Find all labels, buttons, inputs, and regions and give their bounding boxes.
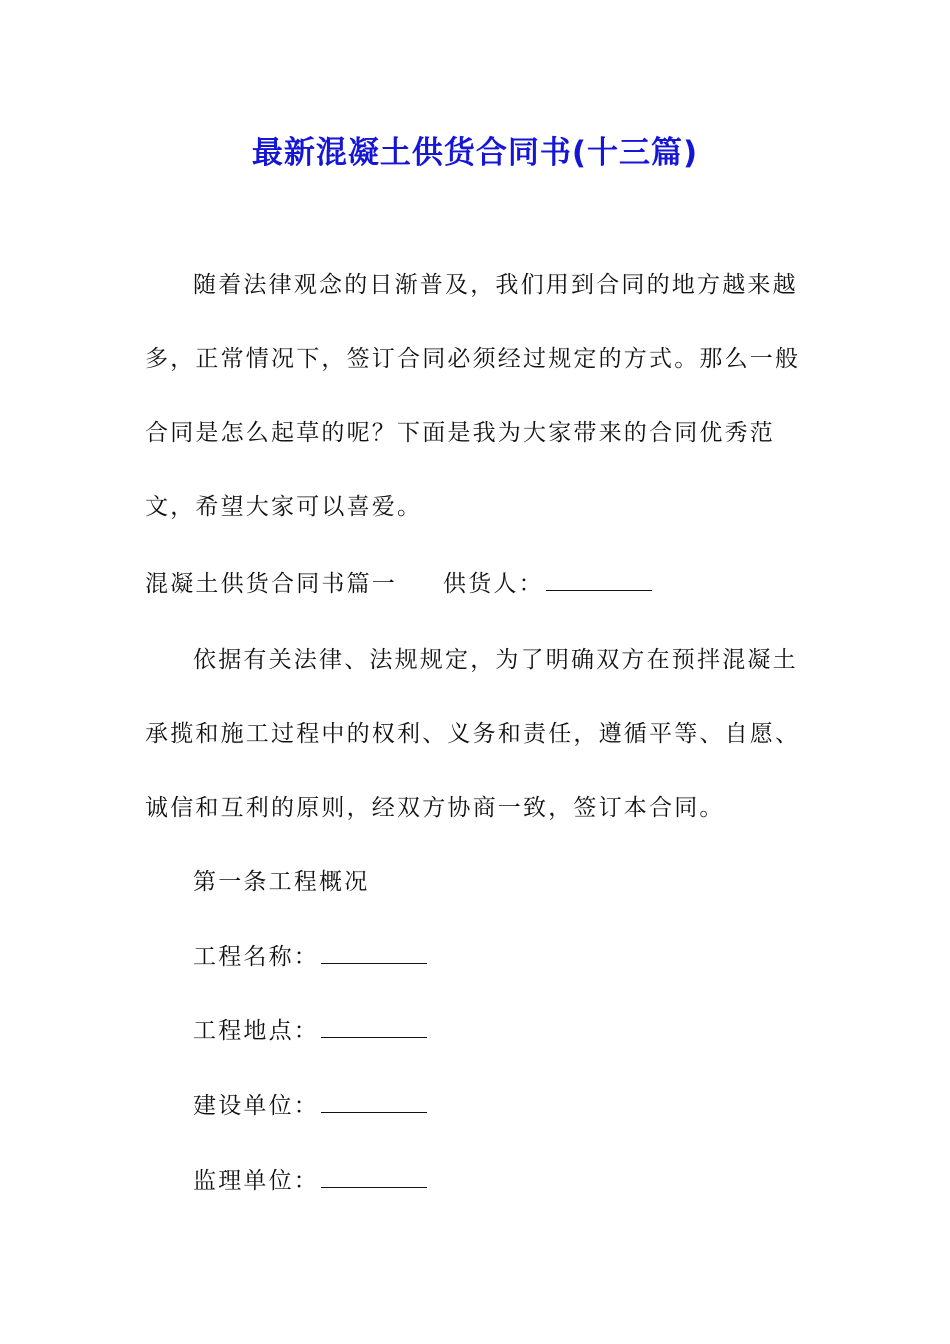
- document-title: 最新混凝土供货合同书(十三篇): [251, 135, 699, 171]
- section-heading: 混凝土供货合同书篇一: [145, 571, 397, 597]
- field-construction-unit: [193, 1088, 427, 1124]
- field-blank: [321, 1017, 427, 1038]
- field-project-name: [193, 939, 427, 975]
- supplier-label: 供货人：: [443, 571, 544, 597]
- supplier-blank: [546, 570, 652, 591]
- field-label: 建设单位：: [193, 1093, 319, 1119]
- article-1-heading: 第一条工程概况: [193, 869, 370, 895]
- field-supervision-unit: [193, 1163, 427, 1199]
- field-label: 监理单位：: [193, 1168, 319, 1194]
- intro-paragraph: 随着法律观念的日渐普及，我们用到合同的地方越来越多，正常情况下，签订合同必须经过规定的方式。那么一般合同是怎么起草的呢？下面是我为大家带来的合同优秀范文，希望大家可以喜爱。: [145, 272, 801, 520]
- field-blank: [321, 1092, 427, 1113]
- section-heading-line: [145, 566, 652, 602]
- field-project-location: [193, 1013, 427, 1049]
- preamble-paragraph: 依据有关法律、法规规定，为了明确双方在预拌混凝土承揽和施工过程中的权利、义务和责任，遵循平等、自愿、诚信和互利的原则，经双方协商一致，签订本合同。: [145, 647, 801, 821]
- field-label: 工程地点：: [193, 1018, 319, 1044]
- field-label: 工程名称：: [193, 944, 319, 970]
- field-blank: [321, 943, 427, 964]
- field-blank: [321, 1167, 427, 1188]
